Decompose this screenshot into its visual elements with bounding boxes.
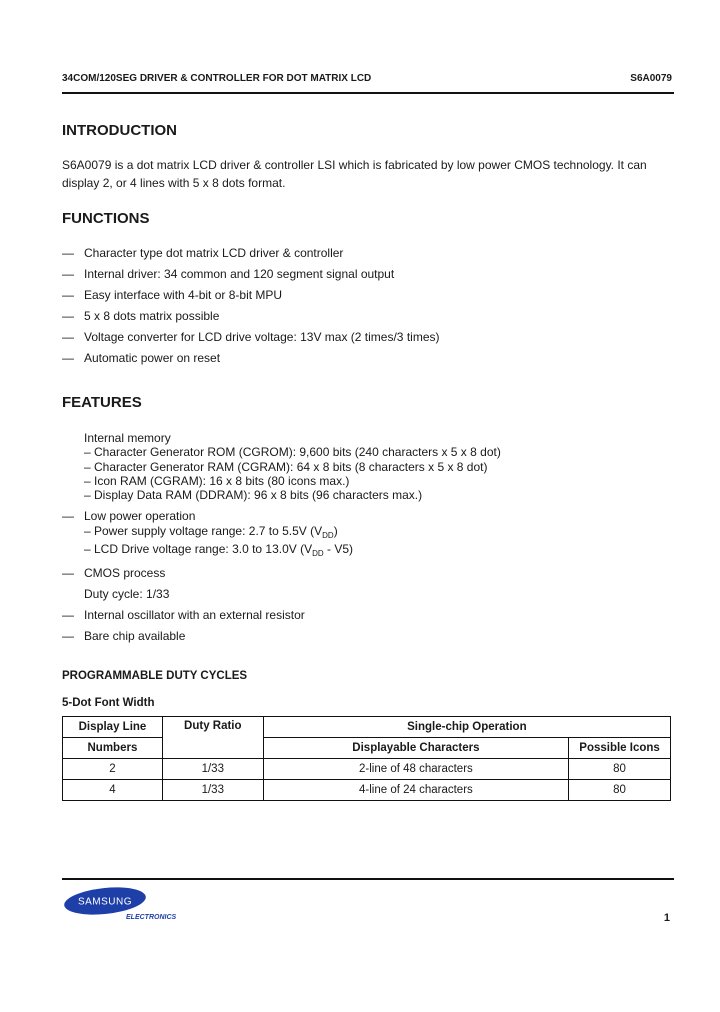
footer-rule — [62, 878, 674, 880]
cell-icons: 80 — [569, 759, 671, 780]
feature-cmos: CMOS process — [84, 566, 166, 580]
functions-heading: FUNCTIONS — [62, 210, 150, 227]
function-item: Easy interface with 4-bit or 8-bit MPU — [84, 288, 283, 302]
function-item: Voltage converter for LCD drive voltage: 13V max (2 times/3 times) — [84, 330, 440, 344]
header-duty-ratio: Duty Ratio — [162, 717, 263, 759]
function-item: Internal driver: 34 common and 120 segment signal output — [84, 267, 395, 281]
feature-memory-item: – Display Data RAM (DDRAM): 96 x 8 bits (96 characters max.) — [84, 488, 423, 502]
cell-ratio: 1/33 — [162, 759, 263, 780]
bullet-dash: — — [62, 267, 74, 281]
header-display-line: Display Line — [63, 717, 163, 738]
part-number: S6A0079 — [630, 73, 672, 84]
samsung-logo — [63, 885, 147, 917]
document-title: 34COM/120SEG DRIVER & CONTROLLER FOR DOT MATRIX LCD — [62, 73, 372, 84]
cell-lines: 2 — [63, 759, 163, 780]
feature-internal-memory: Internal memory — [84, 431, 171, 445]
feature-power-supply-range: – Power supply voltage range: 2.7 to 5.5V $(V_{DD})$ — [84, 524, 338, 540]
feature-memory-item: – Icon RAM (CGRAM): 16 x 8 bits (80 icons max.) — [84, 474, 350, 488]
features-heading: FEATURES — [62, 394, 142, 411]
cell-lines: 4 — [63, 780, 163, 801]
bullet-dash: — — [62, 330, 74, 344]
cell-icons: 80 — [569, 780, 671, 801]
cell-characters: 2-line of 48 characters — [263, 759, 568, 780]
bullet-dash: — — [62, 288, 74, 302]
header-numbers: Numbers — [63, 738, 163, 759]
font-width-subheading: 5-Dot Font Width — [62, 697, 155, 709]
function-item: Automatic power on reset — [84, 351, 221, 365]
page-number: 1 — [663, 912, 670, 924]
cell-characters: 4-line of 24 characters — [263, 780, 568, 801]
table-row — [63, 759, 671, 780]
feature-bare-chip: Bare chip available — [84, 629, 186, 643]
bullet-dash: — — [62, 309, 74, 323]
function-item: Character type dot matrix LCD driver & controller — [84, 246, 344, 260]
feature-memory-item: – Character Generator RAM (CGRAM): 64 x 8 bits (8 characters x 5 x 8 dot) — [84, 460, 488, 474]
introduction-line-1: S6A0079 is a dot matrix LCD driver & controller LSI which is fabricated by low power CMOS technology. It can — [62, 158, 647, 172]
header-possible-icons: Possible Icons — [569, 738, 671, 759]
feature-lcd-drive-range: – LCD Drive voltage range: 3.0 to 13.0V $(V_{DD} - V5)$ — [84, 542, 354, 558]
feature-oscillator: Internal oscillator with an external resistor — [84, 608, 305, 622]
function-item: 5 x 8 dots matrix possible — [84, 309, 220, 323]
bullet-dash: — — [62, 608, 74, 622]
table-row — [63, 780, 671, 801]
introduction-paragraph — [62, 156, 662, 192]
bullet-dash: — — [62, 566, 74, 580]
feature-low-power: Low power operation — [84, 509, 196, 523]
bullet-dash: — — [62, 246, 74, 260]
electronics-label: ELECTRONICS — [126, 914, 177, 921]
bullet-dash: — — [62, 629, 74, 643]
introduction-heading: INTRODUCTION — [62, 122, 177, 139]
introduction-line-2: display 2, or 4 lines with 5 x 8 dots format. — [62, 176, 286, 190]
bullet-dash: — — [62, 509, 74, 523]
duty-cycles-table — [62, 716, 671, 801]
header-single-chip: Single-chip Operation — [263, 717, 670, 738]
cell-ratio: 1/33 — [162, 780, 263, 801]
header-displayable-characters: Displayable Characters — [263, 738, 568, 759]
feature-duty-cycle: Duty cycle: 1/33 — [84, 587, 170, 601]
bullet-dash: — — [62, 351, 74, 365]
duty-cycles-heading: PROGRAMMABLE DUTY CYCLES — [62, 670, 248, 682]
feature-memory-item: – Character Generator ROM (CGROM): 9,600 bits (240 characters x 5 x 8 dot) — [84, 445, 501, 459]
logo-wordmark: SAMSUNG — [77, 896, 133, 908]
header-rule — [62, 92, 674, 94]
